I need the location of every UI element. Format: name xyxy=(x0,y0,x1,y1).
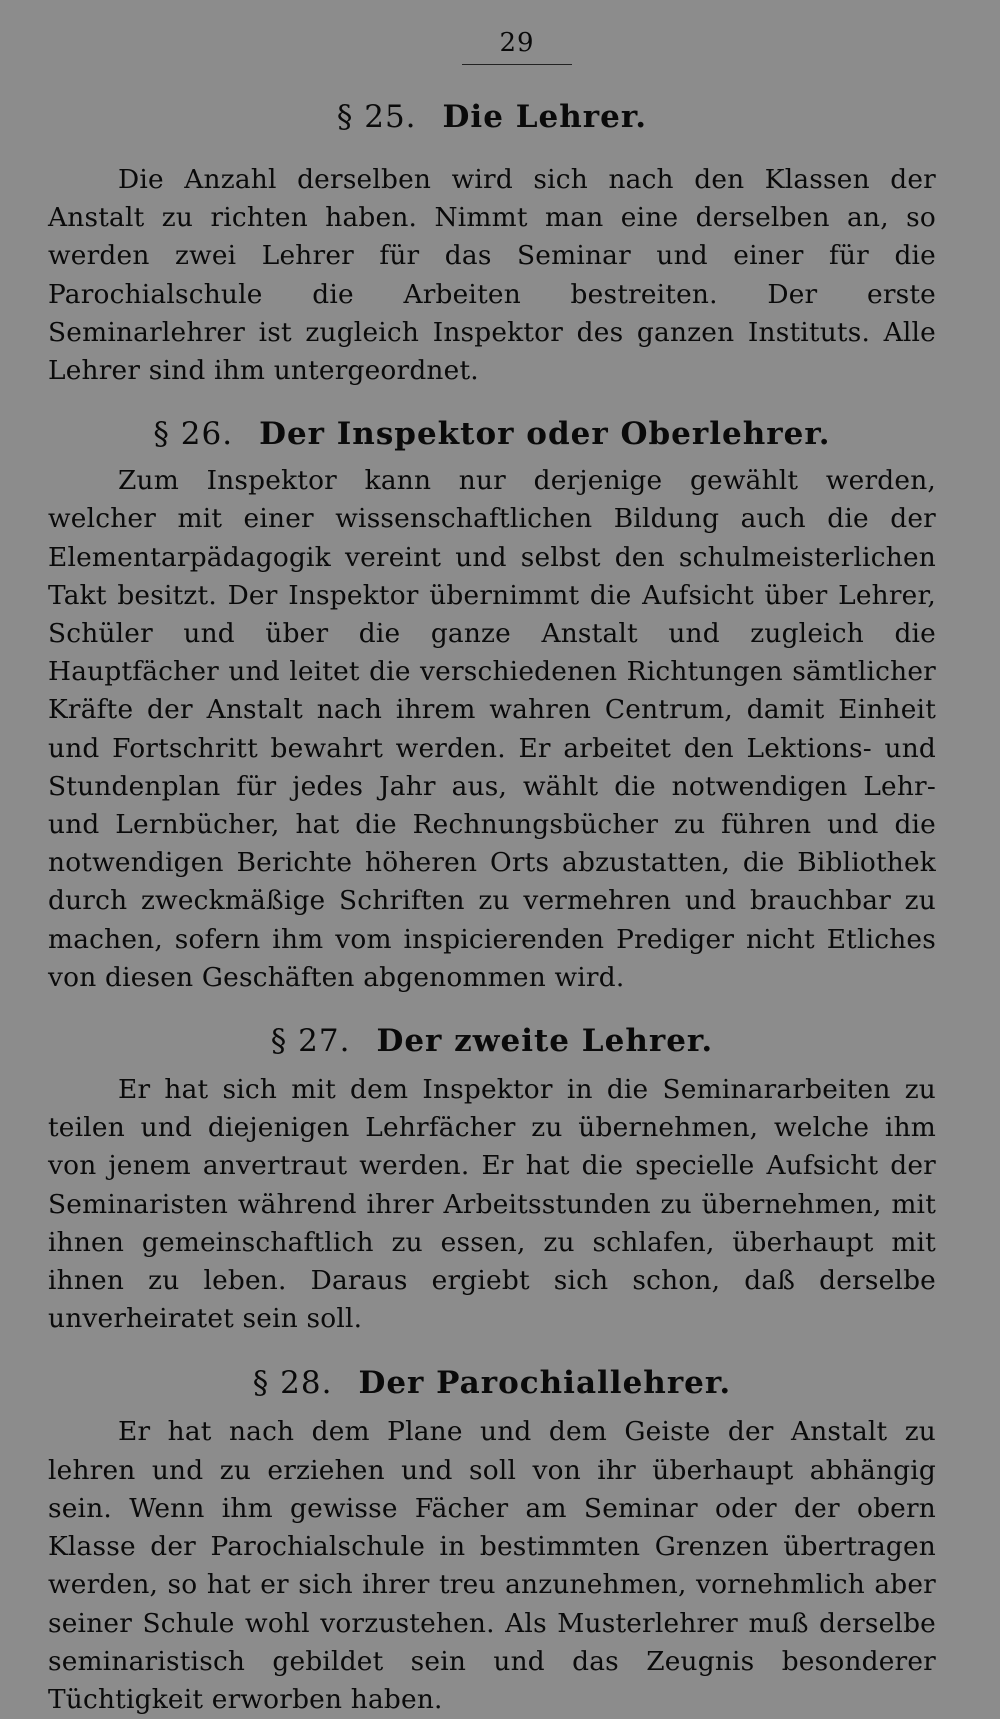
section-number: § 26. xyxy=(153,416,234,453)
section-title: Der Parochiallehrer. xyxy=(358,1365,732,1402)
section-27 xyxy=(48,1019,936,1338)
page-number-rule xyxy=(462,64,572,65)
section-heading xyxy=(48,1361,936,1405)
document-page xyxy=(48,30,936,1719)
section-paragraph xyxy=(48,1413,936,1719)
paragraph-text: Die Anzahl derselben wird sich nach den Klassen der Anstalt zu richten haben. Nimmt man eine derselben an, so werden zwei Lehrer für das Seminar und einer für die Parochialschule die Arbeiten bestreiten. Der erste Seminarlehrer ist zugleich Inspektor des ganzen Instituts. Alle Lehrer sind ihm untergeordnet. xyxy=(48,164,936,387)
section-heading xyxy=(48,1019,936,1063)
paragraph-text: Er hat sich mit dem Inspektor in die Seminararbeiten zu teilen und diejenigen Lehrfächer zu übernehmen, welche ihm von jenem anvertraut werden. Er hat die specielle Aufsicht der Seminaristen während ihrer Arbeitsstunden zu übernehmen, mit ihnen gemeinschaftlich zu essen, zu schlafen, überhaupt mit ihnen zu leben. Daraus ergiebt sich schon, daß derselbe unverheiratet sein soll. xyxy=(48,1074,936,1335)
section-28 xyxy=(48,1361,936,1719)
section-heading xyxy=(48,412,936,456)
section-26 xyxy=(48,412,936,997)
section-title: Der zweite Lehrer. xyxy=(376,1023,714,1060)
section-number: § 27. xyxy=(270,1023,351,1060)
section-paragraph xyxy=(48,462,936,997)
section-number: § 28. xyxy=(252,1365,333,1402)
paragraph-text: Er hat nach dem Plane und dem Geiste der Anstalt zu lehren und zu erziehen und soll von ihr überhaupt abhängig sein. Wenn ihm gewisse Fächer am Seminar oder der obern Klasse der Parochialschule in bestimmten Grenzen übertragen werden, so hat er sich ihrer treu anzunehmen, vornehmlich aber seiner Schule wohl vorzustehen. Als Musterlehrer muß derselbe seminaristisch gebildet sein und das Zeugnis besonderer Tüchtigkeit erworben haben. xyxy=(48,1416,936,1715)
section-number: § 25. xyxy=(336,99,417,135)
section-paragraph xyxy=(48,1071,936,1338)
section-25 xyxy=(48,95,936,390)
section-title: Die Lehrer. xyxy=(442,99,648,135)
section-heading xyxy=(48,95,936,139)
section-paragraph xyxy=(48,161,936,390)
page-number: 29 xyxy=(499,28,535,58)
paragraph-text: Zum Inspektor kann nur derjenige gewählt werden, welcher mit einer wissenschaftlichen Bildung auch die der Elementarpädagogik vereint und selbst den schulmeisterlichen Takt besitzt. Der Inspektor übernimmt die Aufsicht über Lehrer, Schüler und über die ganze Anstalt und zugleich die Hauptfächer und leitet die verschiedenen Richtungen sämtlicher Kräfte der Anstalt nach ihrem wahren Centrum, damit Einheit und Fortschritt bewahrt werden. Er arbeitet den Lektions- und Stundenplan für jedes Jahr aus, wählt die notwendigen Lehr- und Lernbücher, hat die Rechnungsbücher zu führen und die notwendigen Berichte höheren Orts abzustatten, die Bibliothek durch zweckmäßige Schriften zu vermehren und brauchbar zu machen, sofern ihm vom inspicierenden Prediger nicht Etliches von diesen Geschäften abgenommen wird. xyxy=(48,465,936,993)
section-title: Der Inspektor oder Oberlehrer. xyxy=(259,416,831,453)
